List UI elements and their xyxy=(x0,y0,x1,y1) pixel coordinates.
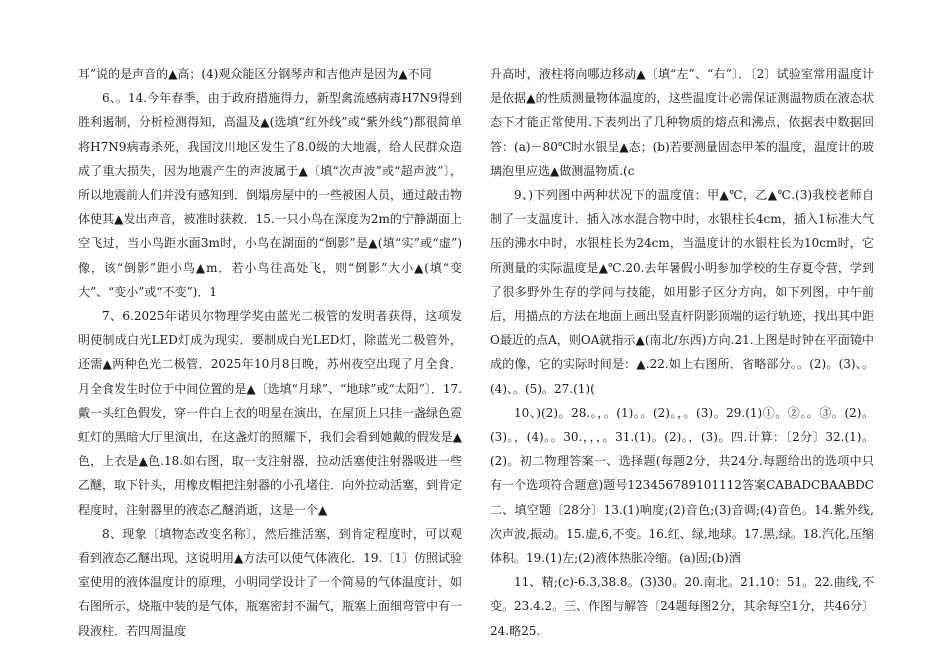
paragraph-9: 9、)下列图中两种状况下的温度值：甲▲℃，乙▲℃.(3)我校老师自制了一支温度计．插入冰水混合物中时，水银柱长4cm，插入1标准大气压的沸水中时，水银柱长为24cm，当温度计的水银柱长为10cm时，它所测量的实际温度是▲℃.20.去年暑假小明参加学校的生存夏令营，学到了很多野外生存的学问与技能，如用影子区分方向，如下列图，中午前后，用描点的方法在地面上画出竖直杆阴影顶端的运行轨迹，找出其中距O最近的点A，则OA就指示▲(南北/东西)方向.21.上图是时钟在平面镜中成的像，它的实际时间是：▲.22.如上右图所．省略部分。。(2)。(3)、。(4)、。(5)。27.(1)( xyxy=(490,188,875,396)
paragraph-11: 11、精;(c)-6.3,38.8。(3)30。20.南北。21.10：51。22.曲线,不变。23.4.2。三、作图与解答〔24题每图2分，其余每空1分，共46分〕24.略25. xyxy=(490,575,874,638)
left-column xyxy=(78,62,462,643)
right-column xyxy=(490,62,874,643)
paragraph-6: 6、。14.今年春季，由于政府措施得力，新型禽流感病毒H7N9得到胜利遏制，分析检测得知，高温及▲(选填“红外线”或“紫外线”)都很简单将H7N9病毒杀死，我国汶川地区发生了8.0级的大地震，给人民群众造成了重大损失，因为地震产生的声波属于▲〔填“次声波”或“超声波”〕，所以地震前人们并没有感知到．倒塌房屋中的一些被困人员，通过敲击物体使其▲发出声音，被准时获救．15.一只小鸟在深度为2m的宁静湖面上空飞过，当小鸟距水面3m时，小鸟在湖面的“倒影”是▲(填“实”或“虚”)像，该“倒影”距小鸟▲m．若小鸟往高处飞，则“倒影”大小▲(填“变大”、“变小”或“不变”)．1 xyxy=(78,91,463,299)
paragraph-8-continuation: 升高时，液柱将向哪边移动▲〔填“左”、“右”〕．〔2〕试验室常用温度计是依据▲的性质测量物体温度的，这些温度计必需保证测温物质在液态状态下才能正常使用.下表列出了几种物质的熔点和沸点，依据表中数据回答：(a)－80℃时水银呈▲态；(b)若要测量固态甲苯的温度，温度计的玻璃泡里应选▲做测温物质.(c xyxy=(490,67,874,178)
paragraph-7: 7、6.2025年诺贝尔物理学奖由蓝光二极管的发明者获得，这项发明使制成白光LED灯成为现实．要制成白光LED灯，除蓝光二极管外，还需▲两种色光二极管．2025年10月8日晚，苏州夜空出现了月全食．月全食发生时位于中间位置的是▲〔选填“月球”、“地球”或“太阳”〕．17.戴一头红色假发，穿一件白上衣的明星在演出，在屋顶上只挂一盏绿色霓虹灯的黑暗大厅里演出，在这盏灯的照耀下，我们会看到她戴的假发是▲色，上衣是▲色.18.如右图，取一支注射器，拉动活塞使注射器吸进一些乙醚，取下针头，用橡皮帽把注射器的小孔堵住．向外拉动活塞，到肯定程度时，注射器里的液态乙醚消逝，这是一个▲ xyxy=(78,309,463,517)
paragraph-8: 8、现象〔填物态改变名称〕，然后推活塞，到肯定程度时，可以观看到液态乙醚出现，这说明用▲方法可以使气体液化．19.〔1〕仿照试验室使用的液体温度计的原理，小明同学设计了一个简易的气体温度计，如右图所示，烧瓶中装的是气体，瓶塞密封不漏气，瓶塞上面细弯管中有一段液柱．若四周温度 xyxy=(78,526,463,638)
paragraph-5-continuation: 耳”说的是声音的▲高；(4)观众能区分钢琴声和吉他声是因为▲不同 xyxy=(78,67,432,81)
paragraph-10: 10、)(2)。28.。，。(1)。。(2)。，。(3)。29.(1)①。②。。③。(2)。(3)。，(4)。。30.，，，。31.(1)。(2)。，(3)。四.计算：〔2分〕32.(1)。(2)。初二物理答案一、选择题(每题2分，共24分.每题给出的选项中只有一个选项符合题意)题号123456789101112答案CABADCBAABDC二、填空题〔28分〕13.(1)响度;(2)音色;(3)音调;(4)音色。14.紫外线,次声波,振动。15.虚,6,不变。16.红、绿,地球。17.黑,绿。18.汽化,压缩体积。19.(1)左;(2)液体热胀冷缩。(a)固;(b)酒 xyxy=(490,405,874,566)
